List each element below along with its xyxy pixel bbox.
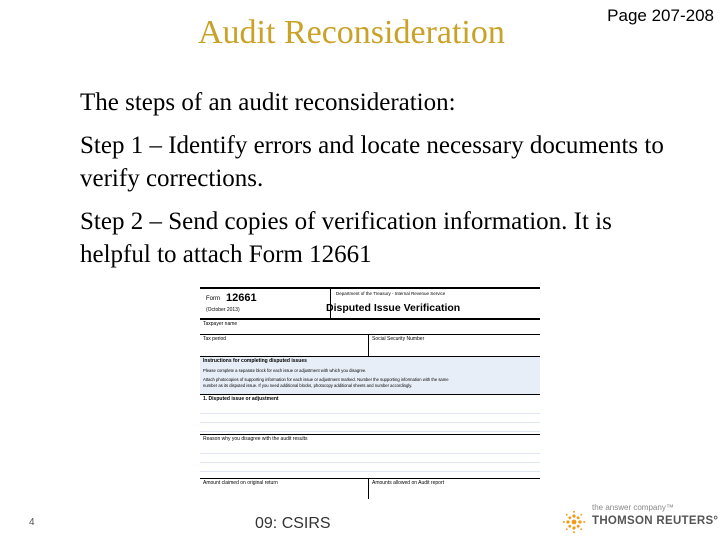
slide-number: 4: [29, 517, 35, 528]
thomson-reuters-dot-icon: [562, 510, 586, 534]
slide-title: Audit Reconsideration: [198, 14, 505, 51]
form-word: Form: [206, 296, 220, 302]
instruction-line-1: Please complete a separate block for each issue or adjustment with which you disagree.: [203, 368, 367, 373]
form-department: Department of the Treasury - Internal Revenue Service: [336, 291, 446, 296]
amount-original-label: Amount claimed on original return: [203, 480, 278, 486]
form-heading: Disputed Issue Verification: [326, 302, 461, 314]
taxpayer-name-label: Taxpayer name: [203, 321, 238, 327]
amount-allowed-label: Amounts allowed on Audit report: [372, 480, 444, 486]
step-1-text: Step 1 – Identify errors and locate necessary documents to verify corrections.: [80, 132, 664, 192]
disputed-issue-label: 1. Disputed issue or adjustment: [203, 396, 279, 402]
tax-period-row: [200, 335, 540, 357]
instruction-line-2: Attach photocopies of supporting information for each issue or adjustment marked. Number the supporting information with the same: [203, 377, 449, 382]
thomson-reuters-logo: [562, 503, 719, 537]
instruction-line-3: number as its disputed issue. If you need additional blocks, photocopy additional sheets and number accordingly.: [203, 383, 413, 388]
instructions-title: Instructions for completing disputed issues: [203, 358, 307, 364]
page-reference: Page 207-208: [607, 6, 714, 25]
form-number: 12661: [226, 292, 257, 304]
logo-tagline: the answer company™: [592, 503, 674, 512]
tax-period-label: Tax period: [203, 336, 227, 342]
form-date: (October 2013): [206, 307, 240, 313]
logo-name: THOMSON REUTERS°: [592, 515, 719, 527]
amounts-row: [200, 479, 540, 499]
form-12661-image: [200, 287, 540, 499]
footer-text: 09: CSIRS: [255, 515, 331, 532]
reason-block: [200, 435, 540, 479]
form-header: [200, 287, 540, 320]
intro-text: The steps of an audit reconsideration:: [80, 89, 456, 116]
disputed-issue-block: [200, 395, 540, 435]
form-id-box: [200, 289, 331, 318]
instructions-block: [200, 357, 540, 395]
step-2-text: Step 2 – Send copies of verification information. It is helpful to attach Form 12661: [80, 208, 612, 268]
ssn-label: Social Security Number: [372, 336, 425, 342]
taxpayer-name-row: [200, 320, 540, 335]
reason-label: Reason why you disagree with the audit results: [203, 436, 308, 442]
